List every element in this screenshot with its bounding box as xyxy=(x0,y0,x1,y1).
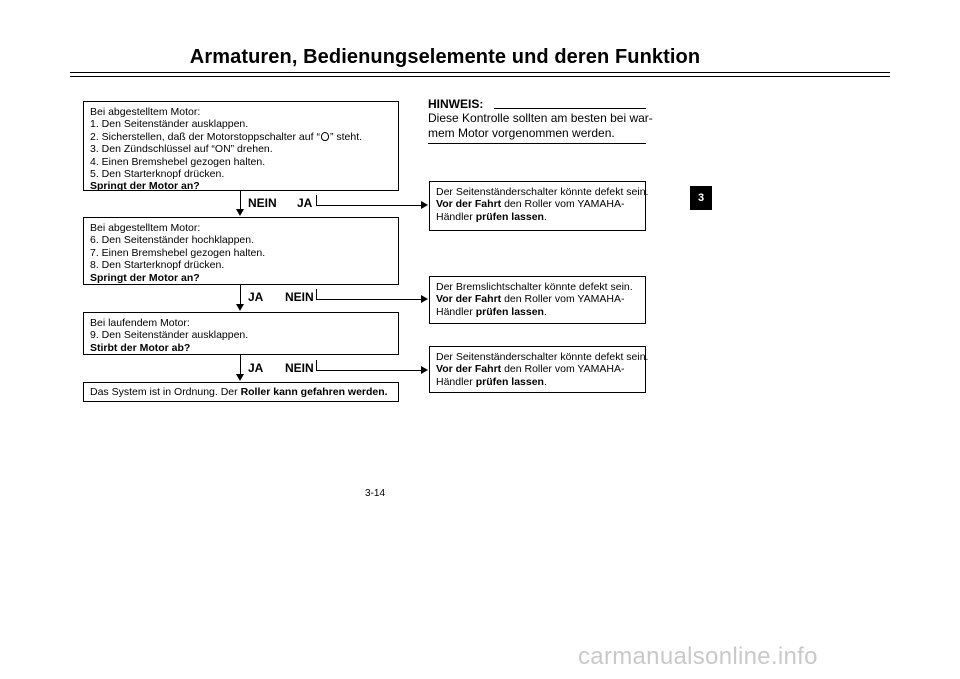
step1-line: 3. Den Zündschlüssel auf “ON” drehen. xyxy=(90,143,273,156)
result-box-3 xyxy=(429,346,649,393)
connector-down xyxy=(240,355,241,375)
step1-line: 5. Den Starterknopf drücken. xyxy=(90,168,225,181)
arrow-right-icon xyxy=(421,366,428,374)
result-line: Vor der Fahrt den Roller vom YAMAHA- xyxy=(436,293,625,306)
result-line: Vor der Fahrt den Roller vom YAMAHA- xyxy=(436,198,625,211)
step1-box xyxy=(83,101,399,191)
step3-line: Bei laufendem Motor: xyxy=(90,317,190,329)
result-line: Der Seitenständerschalter könnte defekt sein. xyxy=(436,186,649,198)
connector-down xyxy=(240,285,241,305)
chapter-tab: 3 xyxy=(690,186,712,210)
step2-question: Springt der Motor an? xyxy=(90,271,200,284)
note-text: Diese Kontrolle sollten am besten bei war- mem Motor vorgenommen werden. xyxy=(428,111,653,140)
connector-stub xyxy=(316,195,317,205)
final-box xyxy=(83,382,399,402)
step2-line: 8. Den Starterknopf drücken. xyxy=(90,259,225,272)
result-line: Der Seitenständerschalter könnte defekt sein. xyxy=(436,351,649,363)
step2-box xyxy=(83,217,399,285)
arrow-down-icon xyxy=(236,209,244,216)
engine-stop-symbol-icon xyxy=(321,132,329,141)
step1-line: 4. Einen Bremshebel gezogen halten. xyxy=(90,155,266,168)
note-title: HINWEIS: xyxy=(428,97,484,111)
result-box-2 xyxy=(429,276,646,324)
branch-label: NEIN xyxy=(285,361,314,375)
branch-label: JA xyxy=(248,290,264,304)
result-line: Händler prüfen lassen. xyxy=(436,375,547,388)
final-text: Das System ist in Ordnung. Der Roller kann gefahren werden. xyxy=(90,386,388,398)
arrow-down-icon xyxy=(236,304,244,311)
connector-stub xyxy=(316,289,317,299)
step1-line: Bei abgestelltem Motor: xyxy=(90,106,201,118)
connector-right xyxy=(316,205,422,206)
step3-question: Stirbt der Motor ab? xyxy=(90,341,191,354)
result-box-1 xyxy=(429,181,649,231)
branch-label: NEIN xyxy=(285,290,314,304)
note-rule xyxy=(494,108,646,109)
step2-line: Bei abgestelltem Motor: xyxy=(90,222,201,234)
step1-line: 2. Sicherstellen, daß der Motorstoppschalter auf “ ” steht. xyxy=(90,130,363,143)
header-rule-thin xyxy=(70,76,890,77)
arrow-right-icon xyxy=(421,295,428,303)
step2-line: 6. Den Seitenständer hochklappen. xyxy=(90,234,255,247)
page-number: 3-14 xyxy=(364,488,385,499)
header-rule xyxy=(70,72,890,73)
connector-right xyxy=(316,370,422,371)
step3-line: 9. Den Seitenständer ausklappen. xyxy=(90,329,249,342)
result-line: Händler prüfen lassen. xyxy=(436,305,547,318)
result-line: Händler prüfen lassen. xyxy=(436,210,547,223)
watermark: carmanualsonline.info xyxy=(578,643,818,670)
connector-right xyxy=(316,299,422,300)
step1-line: 1. Den Seitenständer ausklappen. xyxy=(90,118,249,131)
branch-label: NEIN xyxy=(248,196,277,210)
branch-label: JA xyxy=(248,361,264,375)
result-line: Vor der Fahrt den Roller vom YAMAHA- xyxy=(436,363,625,376)
branch-label: JA xyxy=(297,196,313,210)
step2-line: 7. Einen Bremshebel gezogen halten. xyxy=(90,246,266,259)
step3-box xyxy=(83,312,399,355)
arrow-down-icon xyxy=(236,374,244,381)
page-title: Armaturen, Bedienungselemente und deren Funktion xyxy=(189,46,701,68)
arrow-right-icon xyxy=(421,201,428,209)
note-rule-bottom xyxy=(428,143,646,144)
result-line: Der Bremslichtschalter könnte defekt sein. xyxy=(436,281,633,293)
connector-down xyxy=(240,191,241,210)
step1-question: Springt der Motor an? xyxy=(90,180,200,193)
connector-stub xyxy=(316,360,317,370)
